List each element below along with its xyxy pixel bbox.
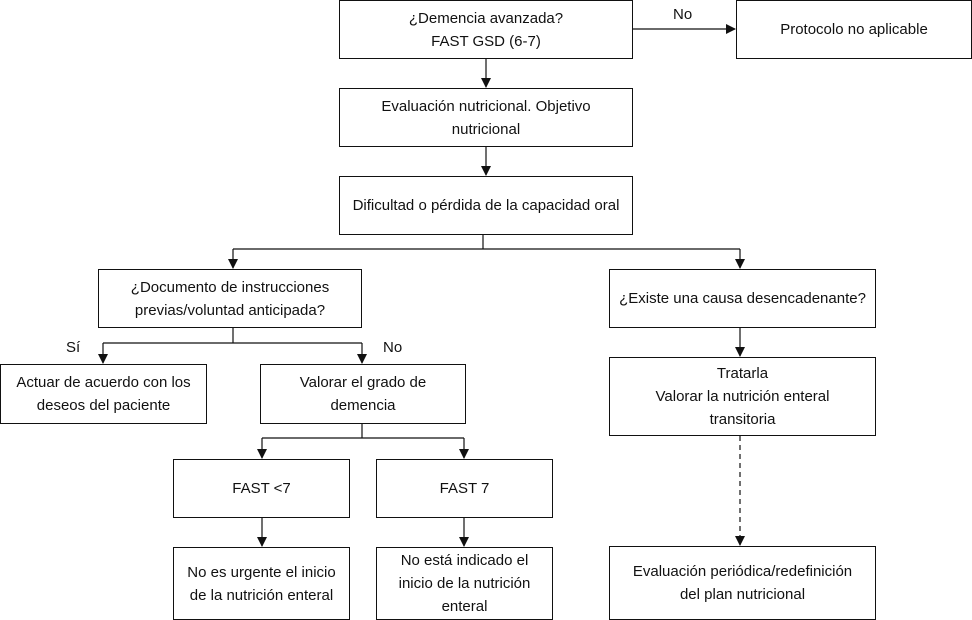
- node-act-wishes: [0, 364, 207, 424]
- node-not-indicated: [376, 547, 553, 620]
- node-oral-difficulty-text: Dificultad o pérdida de la capacidad oral: [352, 197, 620, 214]
- node-fast-7-text: FAST 7: [439, 480, 490, 497]
- node-assess-grade-text: Valorar el grado de demencia: [299, 374, 427, 414]
- node-nutritional-eval: [339, 88, 633, 147]
- edge-label-si: Sí: [66, 339, 81, 356]
- node-fast-7: [376, 459, 553, 518]
- node-nutritional-eval-text: Evaluación nutricional. Objetivo nutricional: [381, 97, 591, 138]
- edge-label-no-directives: No: [383, 339, 403, 356]
- node-periodic-eval: [609, 546, 876, 620]
- node-assess-grade: [260, 364, 466, 424]
- node-trigger-question-text: ¿Existe una causa desencadenante?: [619, 290, 866, 307]
- node-treat: [609, 357, 876, 436]
- node-oral-difficulty: [339, 176, 633, 235]
- node-not-indicated-text: No está indicado el inicio de la nutrición enteral: [398, 552, 531, 615]
- node-not-applicable-text: Protocolo no aplicable: [780, 21, 928, 38]
- node-fast-lt7-text: FAST <7: [232, 480, 291, 497]
- node-act-wishes-text: Actuar de acuerdo con los deseos del paciente: [16, 374, 191, 414]
- node-directives-question: [98, 269, 362, 328]
- node-directives-question-text: ¿Documento de instrucciones previas/voluntad anticipada?: [130, 278, 330, 319]
- node-periodic-eval-text: Evaluación periódica/redefinición del plan nutricional: [632, 563, 853, 603]
- node-dementia-question-text: ¿Demencia avanzada? FAST GSD (6-7): [408, 9, 564, 50]
- node-trigger-question: [609, 269, 876, 328]
- node-not-applicable: [736, 0, 972, 59]
- node-treat-text: Tratarla Valorar la nutrición enteral transitoria: [655, 365, 830, 428]
- node-dementia-question: [339, 0, 633, 59]
- node-fast-lt7: [173, 459, 350, 518]
- node-not-urgent-text: No es urgente el inicio de la nutrición enteral: [187, 563, 336, 604]
- edge-label-no-top: No: [673, 6, 693, 23]
- node-not-urgent: [173, 547, 350, 620]
